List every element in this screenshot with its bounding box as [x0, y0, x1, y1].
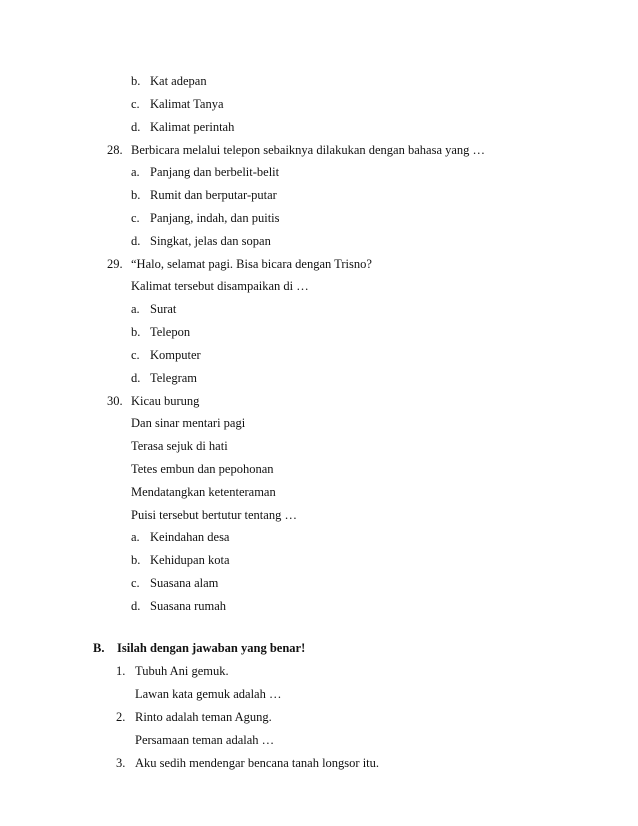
question-text: Kicau burung	[131, 394, 200, 408]
option-row	[131, 73, 207, 89]
option-text: Surat	[150, 302, 177, 316]
question-number: 30.	[107, 394, 123, 408]
section-title: Isilah dengan jawaban yang benar!	[117, 641, 306, 655]
option-row	[131, 575, 218, 591]
option-row	[131, 347, 201, 363]
option-row	[131, 598, 226, 614]
item-text: Tubuh Ani gemuk.	[135, 664, 229, 678]
option-row	[131, 370, 197, 386]
option-text: Panjang dan berbelit-belit	[150, 165, 280, 179]
option-text: Kalimat Tanya	[150, 97, 224, 111]
option-row	[131, 301, 176, 317]
option-text: Rumit dan berputar-putar	[150, 188, 277, 202]
question-30	[107, 393, 199, 409]
option-text: Suasana rumah	[150, 599, 227, 613]
option-text: Suasana alam	[150, 576, 219, 590]
option-text: Singkat, jelas dan sopan	[150, 234, 271, 248]
poem-line: Tetes embun dan pepohonan	[131, 462, 274, 476]
section-marker: B.	[93, 641, 105, 655]
option-marker: c.	[131, 348, 140, 362]
question-number: 29.	[107, 257, 123, 271]
section-b-heading	[93, 640, 305, 656]
question-text-line: Puisi tersebut bertutur tentang …	[131, 508, 297, 522]
option-marker: b.	[131, 74, 141, 88]
option-row	[131, 324, 190, 340]
section-b-item-3	[116, 755, 379, 771]
option-text: Telepon	[150, 325, 191, 339]
poem-line: Terasa sejuk di hati	[131, 439, 228, 453]
section-b-item-1	[116, 663, 229, 679]
option-row	[131, 119, 234, 135]
option-text: Telegram	[150, 371, 198, 385]
poem-line: Dan sinar mentari pagi	[131, 416, 246, 430]
question-28	[107, 142, 485, 158]
option-text: Kehidupan kota	[150, 553, 230, 567]
option-marker: d.	[131, 234, 141, 248]
item-text: Rinto adalah teman Agung.	[135, 710, 272, 724]
option-text: Panjang, indah, dan puitis	[150, 211, 280, 225]
question-number: 28.	[107, 143, 123, 157]
item-number: 1.	[116, 664, 126, 678]
option-row	[131, 233, 271, 249]
option-marker: d.	[131, 599, 141, 613]
option-marker: b.	[131, 188, 141, 202]
option-marker: b.	[131, 553, 141, 567]
item-text-line: Persamaan teman adalah …	[135, 733, 275, 747]
option-text: Komputer	[150, 348, 201, 362]
option-row	[131, 164, 279, 180]
option-text: Kalimat perintah	[150, 120, 235, 134]
option-row	[131, 552, 230, 568]
option-marker: c.	[131, 576, 140, 590]
option-marker: c.	[131, 211, 140, 225]
item-number: 2.	[116, 710, 126, 724]
question-text-line: Kalimat tersebut disampaikan di …	[131, 279, 309, 293]
option-row	[131, 529, 229, 545]
item-text: Aku sedih mendengar bencana tanah longsor itu.	[135, 756, 380, 770]
question-29	[107, 256, 372, 272]
option-marker: a.	[131, 530, 140, 544]
option-text: Keindahan desa	[150, 530, 230, 544]
question-text: Berbicara melalui telepon sebaiknya dilakukan dengan bahasa yang …	[131, 143, 486, 157]
option-row	[131, 96, 224, 112]
section-b-item-2	[116, 709, 272, 725]
item-number: 3.	[116, 756, 126, 770]
item-text-line: Lawan kata gemuk adalah …	[135, 687, 282, 701]
option-text: Kat adepan	[150, 74, 207, 88]
option-marker: b.	[131, 325, 141, 339]
poem-line: Mendatangkan ketenteraman	[131, 485, 276, 499]
option-marker: d.	[131, 120, 141, 134]
option-marker: d.	[131, 371, 141, 385]
option-row	[131, 187, 277, 203]
question-text: “Halo, selamat pagi. Bisa bicara dengan Trisno?	[131, 257, 372, 271]
option-marker: a.	[131, 302, 140, 316]
option-marker: c.	[131, 97, 140, 111]
option-row	[131, 210, 280, 226]
option-marker: a.	[131, 165, 140, 179]
